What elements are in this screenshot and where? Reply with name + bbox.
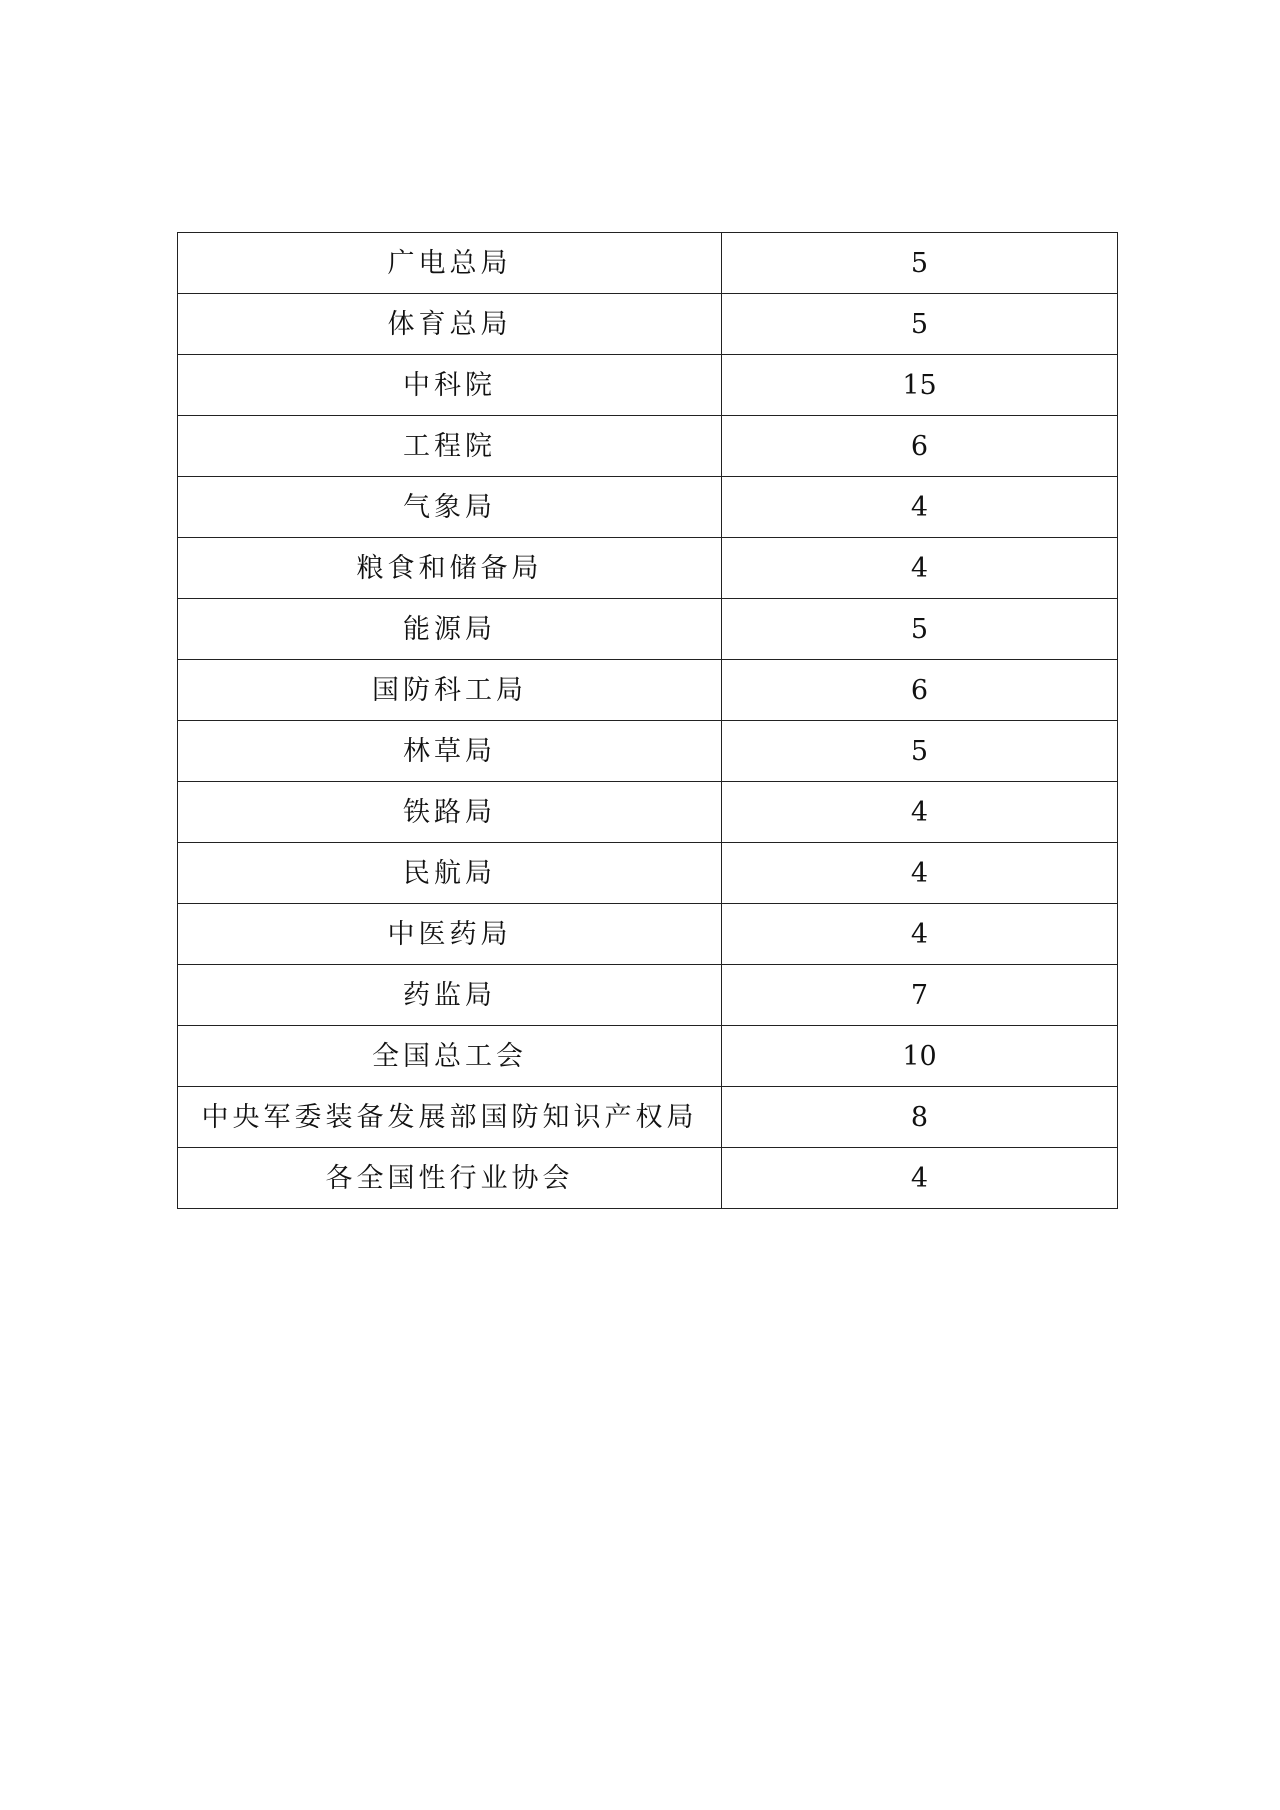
- table-row: [178, 477, 1118, 538]
- table-row: [178, 416, 1118, 477]
- table-row: [178, 355, 1118, 416]
- org-name-cell: 铁路局: [178, 782, 722, 843]
- count-cell: 5: [722, 721, 1118, 782]
- table-row: [178, 843, 1118, 904]
- table-row: [178, 965, 1118, 1026]
- count-cell: 15: [722, 355, 1118, 416]
- count-cell: 4: [722, 1148, 1118, 1209]
- table-row: [178, 538, 1118, 599]
- table-row: [178, 904, 1118, 965]
- org-name-cell: 林草局: [178, 721, 722, 782]
- table-row: [178, 721, 1118, 782]
- table-row: [178, 1087, 1118, 1148]
- org-name-cell: 药监局: [178, 965, 722, 1026]
- org-name-cell: 国防科工局: [178, 660, 722, 721]
- count-cell: 7: [722, 965, 1118, 1026]
- count-cell: 6: [722, 660, 1118, 721]
- count-cell: 4: [722, 477, 1118, 538]
- org-name-cell: 民航局: [178, 843, 722, 904]
- org-name-cell: 全国总工会: [178, 1026, 722, 1087]
- org-name-cell: 各全国性行业协会: [178, 1148, 722, 1209]
- org-name-cell: 中医药局: [178, 904, 722, 965]
- count-cell: 5: [722, 294, 1118, 355]
- quota-table: [177, 232, 1118, 1209]
- count-cell: 4: [722, 538, 1118, 599]
- org-name-cell: 气象局: [178, 477, 722, 538]
- count-cell: 4: [722, 782, 1118, 843]
- count-cell: 4: [722, 904, 1118, 965]
- count-cell: 5: [722, 599, 1118, 660]
- org-name-cell: 广电总局: [178, 233, 722, 294]
- table-row: [178, 1148, 1118, 1209]
- count-cell: 4: [722, 843, 1118, 904]
- org-name-cell: 中科院: [178, 355, 722, 416]
- count-cell: 6: [722, 416, 1118, 477]
- count-cell: 8: [722, 1087, 1118, 1148]
- org-name-cell: 工程院: [178, 416, 722, 477]
- org-name-cell: 粮食和储备局: [178, 538, 722, 599]
- count-cell: 10: [722, 1026, 1118, 1087]
- table-row: [178, 1026, 1118, 1087]
- table-row: [178, 782, 1118, 843]
- org-name-cell: 体育总局: [178, 294, 722, 355]
- org-name-cell: 中央军委装备发展部国防知识产权局: [178, 1087, 722, 1148]
- table-row: [178, 660, 1118, 721]
- quota-table-body: [178, 233, 1118, 1209]
- table-row: [178, 233, 1118, 294]
- count-cell: 5: [722, 233, 1118, 294]
- table-row: [178, 599, 1118, 660]
- org-name-cell: 能源局: [178, 599, 722, 660]
- table-row: [178, 294, 1118, 355]
